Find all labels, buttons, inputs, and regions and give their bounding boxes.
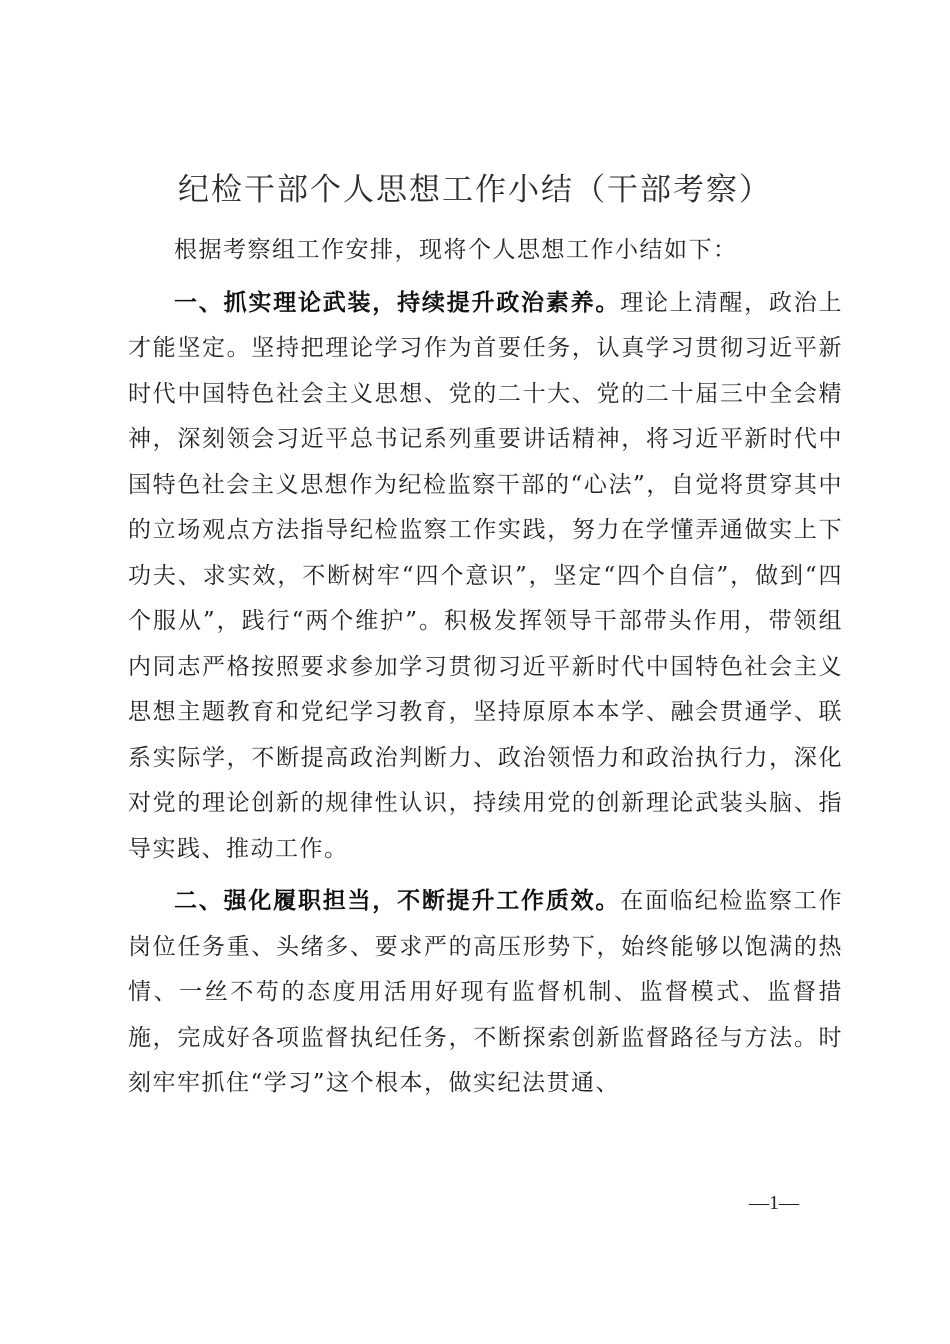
section-paragraph bbox=[128, 281, 843, 873]
section-text: 理论上清醒，政治上才能坚定。坚持把理论学习作为首要任务，认真学习贯彻习近平新时代中国特色社会主义思想、党的二十大、党的二十届三中全会精神，深刻领会习近平总书记系列重要讲话精神，将习近平新时代中国特色社会主义思想作为纪检监察干部的“心法”，自觉将贯穿其中的立场观点方法指导纪检监察工作实践，努力在学懂弄通做实上下功夫、求实效，不断树牢“四个意识”，坚定“四个自信”，做到“四个服从”，践行“两个维护”。积极发挥领导干部带头作用，带领组内同志严格按照要求参加学习贯彻习近平新时代中国特色社会主义思想主题教育和党纪学习教育，坚持原原本本学、融会贯通学、联系实际学，不断提高政治判断力、政治领悟力和政治执行力，深化对党的理论创新的规律性认识，持续用党的创新理论武装头脑、指导实践、推动工作。 bbox=[128, 289, 844, 862]
section-text: 在面临纪检监察工作岗位任务重、头绪多、要求严的高压形势下，始终能够以饱满的热情、一丝不苟的态度用活用好现有监督机制、监督模式、监督措施，完成好各项监督执纪任务，不断探索创新监督路径与方法。时刻牢牢抓住“学习”这个根本，做实纪法贯通、 bbox=[128, 888, 844, 1096]
section-heading: 一、抓实理论武装，持续提升政治素养。 bbox=[174, 289, 621, 316]
document-title: 纪检干部个人思想工作小结（干部考察） bbox=[178, 172, 772, 208]
intro-paragraph: 根据考察组工作安排，现将个人思想工作小结如下： bbox=[174, 237, 738, 263]
section-heading: 二、强化履职担当，不断提升工作质效。 bbox=[174, 888, 621, 914]
document-body bbox=[128, 228, 843, 1107]
page-number: —1— bbox=[749, 1192, 799, 1214]
section-paragraph bbox=[128, 879, 843, 1107]
